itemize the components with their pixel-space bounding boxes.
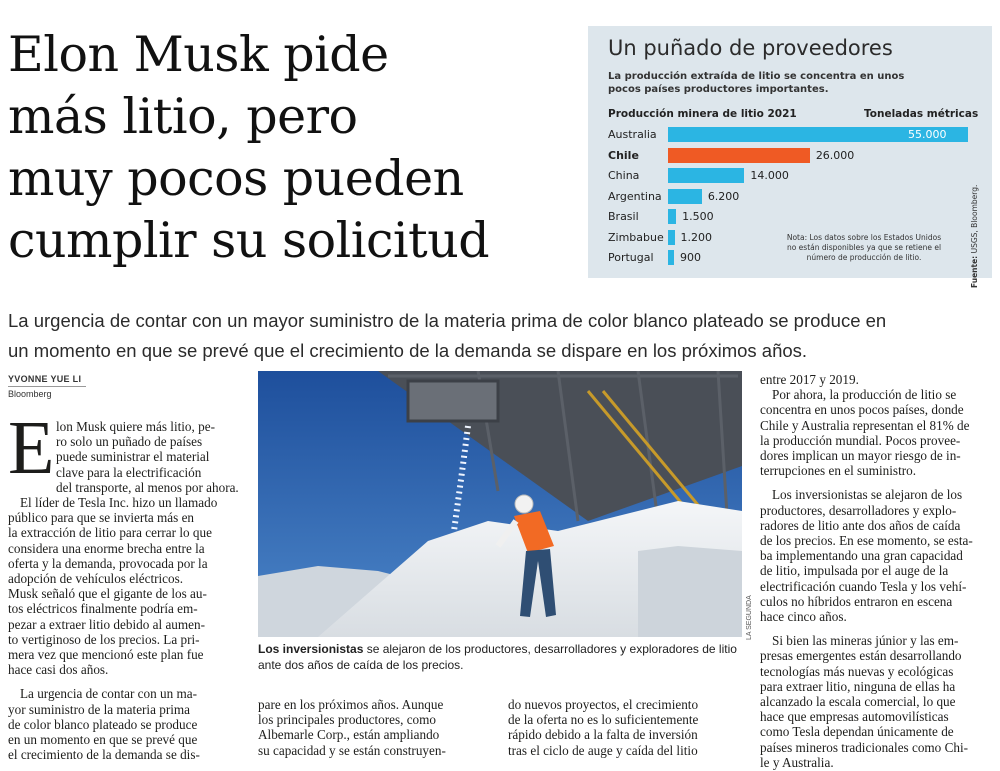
text-line: Musk señaló que el gigante de los au-: [8, 586, 207, 602]
lithium-mine-photo: [258, 371, 742, 637]
headline-line: cumplir su solicitud: [8, 212, 490, 269]
text-line: mera vez que mencionó este plan fue: [8, 647, 204, 663]
deck-line: un momento en que se prevé que el crecimiento de la demanda se dispare en los próximos años.: [8, 340, 808, 361]
chart-value-label: 1.200: [680, 230, 713, 244]
chart-value-label: 26.000: [815, 148, 855, 162]
headline-line: más litio, pero: [8, 88, 358, 145]
text-line: El líder de Tesla Inc. hizo un llamado: [20, 495, 218, 510]
chart-value-label: 55.000: [908, 128, 947, 141]
headline: [8, 24, 578, 272]
text-line: hace casi dos años.: [8, 662, 109, 678]
chart-bar: [668, 250, 674, 265]
text-line: clave para la electrificación: [56, 464, 202, 480]
chart-header-title: Producción minera de litio 2021: [608, 108, 797, 120]
caption-text: se alejaron de los productores, desarrolladores y exploradores de litio ante dos años de caída de los precios.: [258, 642, 737, 672]
infographic: [588, 26, 992, 288]
paragraph: [760, 487, 996, 624]
text-line: hace cinco años.: [760, 609, 847, 625]
article-photo: [258, 371, 742, 637]
chart-bar: [668, 168, 744, 183]
paragraph: [760, 633, 996, 770]
headline-line: muy pocos pueden: [8, 150, 464, 207]
text-line: yor suministro de la materia prima: [8, 701, 191, 717]
text-line: tos eléctricos finalmente podría em-: [8, 601, 198, 617]
text-line: la producción mundial. Pocos provee-: [760, 432, 961, 448]
infographic-title: Un puñado de proveedores: [608, 36, 893, 60]
chart-header-unit: Toneladas métricas: [864, 108, 979, 120]
photo-credit: LA SEGUNDA: [746, 595, 753, 640]
text-line: su capacidad y se están construyen-: [258, 742, 446, 758]
text-line: Chile y Australia representan el 81% de: [760, 417, 970, 433]
text-line: para extraer litio, ninguna de ellas ha: [760, 678, 956, 694]
text-line: considera una enorme brecha entre la: [8, 540, 205, 556]
chart-category-label: China: [608, 169, 640, 182]
text-line: hace que empresas automovilísticas: [760, 709, 949, 725]
text-line: puede suministrar el material: [56, 449, 210, 465]
article-column-2: [258, 697, 498, 758]
deck: [8, 306, 993, 366]
chart-value-label: 14.000: [750, 169, 789, 182]
chart-row: [588, 127, 992, 143]
chart-value-label: 6.200: [707, 189, 740, 203]
text-line: productores, desarrolladores y explo-: [760, 502, 957, 518]
chart-bar: [668, 209, 676, 224]
text-line: pare en los próximos años. Aunque: [258, 697, 444, 712]
infographic-subtitle: La producción extraída de litio se concentra en unos pocos países productores importantes.: [608, 71, 905, 95]
chart-bar: [668, 230, 675, 245]
article-column-3: [508, 697, 748, 758]
salt-shadow: [638, 546, 742, 637]
deck-line: La urgencia de contar con un mayor suministro de la materia prima de color blanco plateado se produce en: [8, 310, 887, 331]
chart-category-label: Zimbabue: [608, 230, 664, 244]
chart-value-label: 900: [680, 251, 701, 264]
chart-row: [588, 209, 992, 225]
text-line: público para que se invierta más en: [8, 510, 195, 526]
text-line: Los inversionistas se alejaron de los: [772, 487, 963, 503]
chart-bar: [668, 189, 702, 204]
chart-category-label: Chile: [608, 148, 639, 162]
text-line: ro solo un puñado de países: [56, 434, 203, 450]
text-line: presas emergentes están desarrollando: [760, 648, 962, 664]
paragraph: [258, 697, 498, 758]
chart-category-label: Australia: [608, 128, 657, 141]
text-line: pezar a extraer litio debido al aumen-: [8, 616, 205, 632]
photo-caption: [258, 641, 748, 673]
drop-cap: E: [8, 406, 55, 490]
paragraph: [8, 686, 248, 762]
text-line: en un momento en que se prevé que: [8, 732, 198, 748]
chart-row: [588, 168, 992, 184]
chart-note: Nota: Los datos sobre los Estados Unidos no están disponibles ya que se retiene el número de producción de litio.: [786, 233, 942, 262]
text-line: dores implican un mayor riesgo de in-: [760, 448, 961, 464]
text-line: tecnologías más nuevas y ecológicas: [760, 663, 954, 679]
caption-bold: Los inversionistas: [258, 642, 364, 656]
text-line: oferta y la demanda, provocada por la: [8, 555, 208, 571]
text-line: adopción de vehículos eléctricos.: [8, 571, 184, 587]
text-line: electrificación cuando Tesla y los vehí-: [760, 578, 967, 594]
text-line: de los precios. En ese momento, se esta-: [760, 533, 973, 549]
chart-category-label: Portugal: [608, 251, 654, 264]
text-line: La urgencia de contar con un ma-: [20, 686, 197, 702]
byline-divider: [8, 386, 86, 387]
text-line: de litio, impulsada por el auge de la: [760, 563, 949, 579]
text-line: tras el ciclo de auge y caída del litio: [508, 742, 698, 758]
text-line: radores de litio ante dos años de caída: [760, 517, 961, 533]
paragraph: [760, 387, 996, 478]
text-line: alcanzado la escala comercial, lo que: [760, 694, 956, 710]
text-line: entre 2017 y 2019.: [760, 372, 859, 387]
paragraph: [508, 697, 748, 758]
source-text: USGS, Bloomberg.: [970, 184, 979, 254]
text-line: terrupciones en el suministro.: [760, 463, 917, 479]
paragraph: [8, 495, 248, 677]
text-line: del transporte, al menos por ahora.: [56, 479, 239, 495]
text-line: de la oferta no es lo suficientemente: [508, 712, 699, 728]
article-column-1: [8, 495, 248, 762]
article-column-4: [760, 372, 996, 770]
byline-author: YVONNE YUE LI: [8, 374, 82, 384]
text-line: le y Australia.: [760, 754, 834, 770]
byline-outlet: Bloomberg: [8, 389, 52, 399]
text-line: concentra en unos pocos países, donde: [760, 402, 964, 418]
source-label: Fuente:: [970, 255, 979, 288]
text-line: lon Musk quiere más litio, pe-: [56, 419, 215, 434]
text-line: Si bien las mineras júnior y las em-: [772, 633, 959, 649]
text-line: rápido debido a la falta de inversión: [508, 727, 698, 743]
chart-row: [588, 148, 992, 164]
headline-line: Elon Musk pide: [8, 26, 389, 83]
text-line: culos no híbridos entraron en escena: [760, 593, 953, 609]
text-line: como Tesla dependan únicamente de: [760, 724, 954, 740]
text-line: ba implementando una gran capacidad: [760, 548, 963, 564]
chart-category-label: Brasil: [608, 210, 639, 223]
text-line: Por ahora, la producción de litio se: [772, 387, 957, 403]
paragraph: [56, 419, 246, 495]
article-column-1-top: [56, 419, 246, 495]
text-line: países mineros tradicionales como Chi-: [760, 739, 969, 755]
chart-source: [970, 148, 979, 288]
text-line: los principales productores, como: [258, 712, 436, 728]
text-line: do nuevos proyectos, el crecimiento: [508, 697, 699, 712]
paragraph: [760, 372, 996, 387]
text-line: to vertiginoso de los precios. La pri-: [8, 631, 200, 647]
text-line: el crecimiento de la demanda se dis-: [8, 747, 200, 763]
text-line: la extracción de litio para cerrar lo que: [8, 525, 212, 541]
chart-value-label: 1.500: [682, 210, 714, 223]
text-line: de color blanco plateado se produce: [8, 716, 198, 732]
text-line: Albemarle Corp., están ampliando: [258, 727, 440, 743]
chart-row: [588, 189, 992, 205]
chart-category-label: Argentina: [608, 189, 662, 203]
chart-bar: [668, 148, 810, 163]
